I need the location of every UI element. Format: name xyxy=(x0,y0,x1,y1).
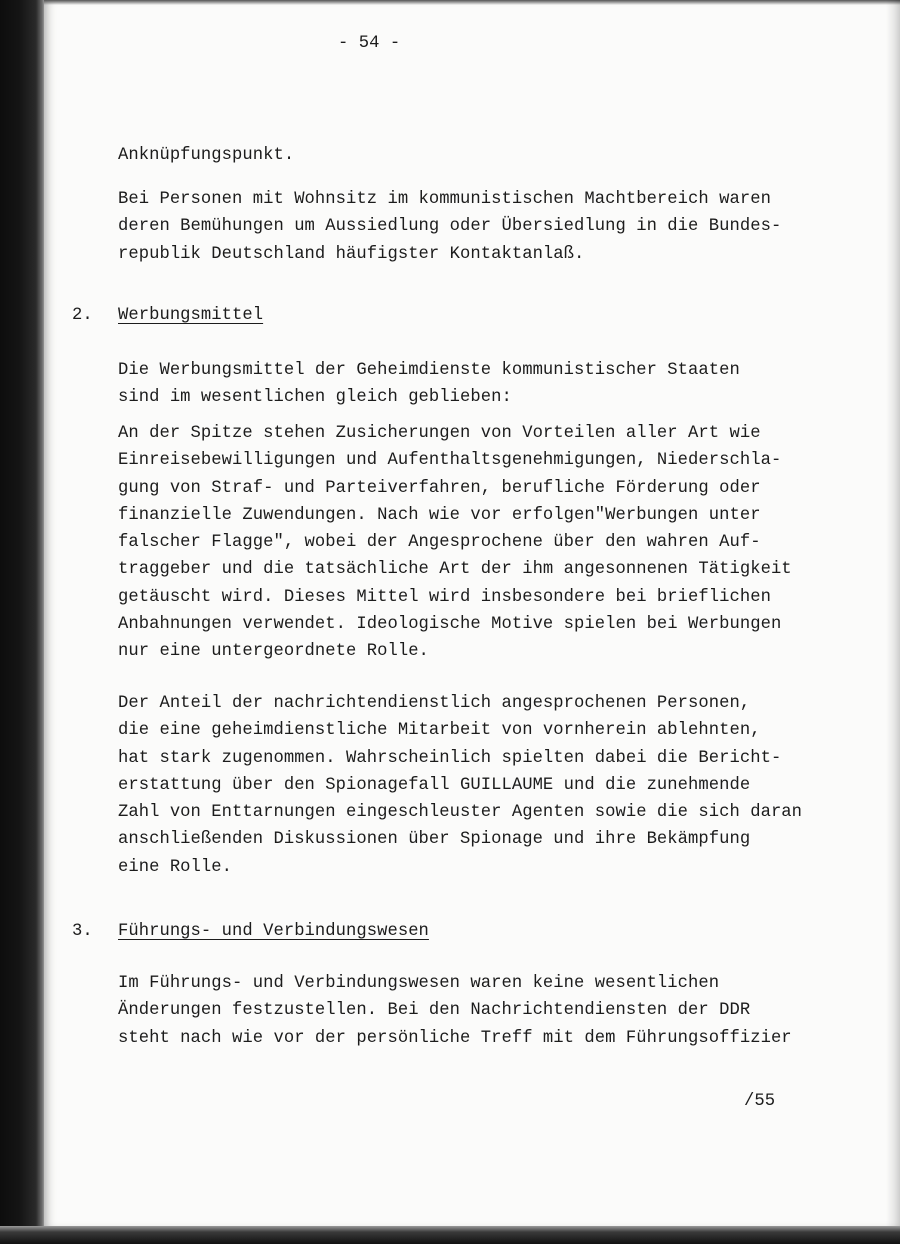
text-line: Anbahnungen verwendet. Ideologische Motive spielen bei Werbungen xyxy=(118,615,782,635)
section-number-2: 2. xyxy=(72,306,93,325)
text-line: erstattung über den Spionagefall GUILLAUME und die zunehmende xyxy=(118,775,751,795)
text-line: die eine geheimdienstliche Mitarbeit von vornherein ablehnten, xyxy=(118,721,761,741)
text-line: hat stark zugenommen. Wahrscheinlich spielten dabei die Bericht- xyxy=(118,748,782,768)
next-page-reference: /55 xyxy=(744,1092,776,1111)
paragraph-2 xyxy=(118,186,781,268)
text-line: Bei Personen mit Wohnsitz im kommunistischen Machtbereich waren xyxy=(118,190,771,209)
scan-bottom-edge xyxy=(0,1226,900,1244)
scan-right-shadow xyxy=(886,0,900,1228)
text-line: An der Spitze stehen Zusicherungen von Vorteilen aller Art wie xyxy=(118,424,761,443)
text-line: falscher Flagge", wobei der Angesprochene über den wahren Auf- xyxy=(118,533,761,553)
scan-top-edge xyxy=(44,0,900,5)
text-line: nur eine untergeordnete Rolle. xyxy=(118,642,429,662)
text-line: Im Führungs- und Verbindungswesen waren keine wesentlichen xyxy=(118,974,720,993)
text-line: Einreisebewilligungen und Aufenthaltsgenehmigungen, Niederschla- xyxy=(118,451,782,471)
section-title-fuehrungswesen: Führungs- und Verbindungswesen xyxy=(118,922,429,941)
text-line: Die Werbungsmittel der Geheimdienste kommunistischer Staaten xyxy=(118,361,740,380)
text-line: republik Deutschland häufigster Kontaktanlaß. xyxy=(118,244,585,264)
paragraph-4 xyxy=(118,420,792,666)
paragraph-6 xyxy=(118,970,792,1052)
text-line: Änderungen festzustellen. Bei den Nachrichtendiensten der DDR xyxy=(118,1001,751,1021)
text-line: traggeber und die tatsächliche Art der ihm angesonnenen Tätigkeit xyxy=(118,560,792,580)
section-number-3: 3. xyxy=(72,922,93,941)
text-line: Anknüpfungspunkt. xyxy=(118,146,295,165)
paragraph-5 xyxy=(118,690,802,881)
text-line: finanzielle Zuwendungen. Nach wie vor erfolgen"Werbungen unter xyxy=(118,505,761,525)
text-line: deren Bemühungen um Aussiedlung oder Übersiedlung in die Bundes- xyxy=(118,217,782,237)
section-title-werbungsmittel: Werbungsmittel xyxy=(118,306,264,325)
paragraph-3 xyxy=(118,357,740,412)
text-line: getäuscht wird. Dieses Mittel wird insbesondere bei brieflichen xyxy=(118,587,771,607)
text-line: eine Rolle. xyxy=(118,857,233,877)
text-line: sind im wesentlichen gleich geblieben: xyxy=(118,388,512,408)
page-number: - 54 - xyxy=(338,34,401,53)
paragraph-1 xyxy=(118,142,294,169)
text-line: Der Anteil der nachrichtendienstlich angesprochenen Personen, xyxy=(118,694,751,713)
text-line: Zahl von Enttarnungen eingeschleuster Agenten sowie die sich daran xyxy=(118,803,803,823)
text-line: gung von Straf- und Parteiverfahren, berufliche Förderung oder xyxy=(118,478,761,498)
scan-left-edge xyxy=(0,0,46,1244)
text-line: anschließenden Diskussionen über Spionage und ihre Bekämpfung xyxy=(118,830,751,850)
text-line: steht nach wie vor der persönliche Treff mit dem Führungsoffizier xyxy=(118,1028,792,1048)
